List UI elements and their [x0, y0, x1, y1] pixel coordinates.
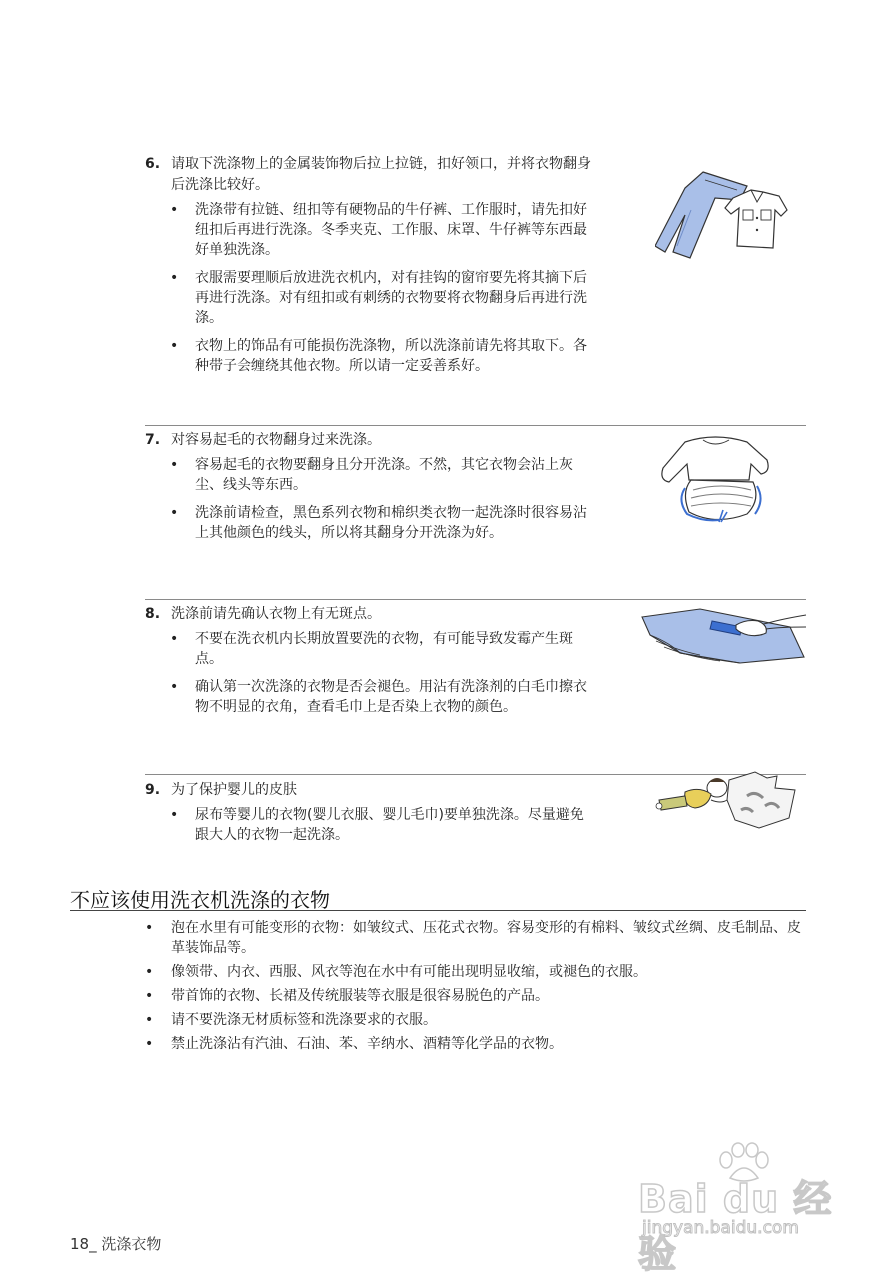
- item-8-number: 8.: [145, 606, 161, 622]
- section-title: 不应该使用洗衣机洗涤的衣物: [70, 888, 330, 912]
- baby-with-clothes-illustration: [655, 770, 800, 832]
- divider-1: [145, 425, 806, 426]
- section-bullets: [145, 918, 810, 1058]
- item-7-text: 对容易起毛的衣物翻身过来洗涤。: [171, 432, 381, 448]
- hand-brushing-cloth-illustration: [640, 605, 808, 667]
- section-bullet-2: • 像领带、内衣、西服、风衣等泡在水中有可能出现明显收缩，或褪色的衣服。: [145, 962, 810, 982]
- item-6-bullets: [170, 200, 590, 376]
- item-8-bullet-2: • 确认第一次洗涤的衣物是否会褪色。用沾有洗涤剂的白毛巾擦衣物不明显的衣角，查看毛巾上是否染上衣物的颜色。: [170, 677, 590, 717]
- inside-out-sweater-illustration: [655, 430, 775, 530]
- item-9-bullet-1: • 尿布等婴儿的衣物(婴儿衣服、婴儿毛巾)要单独洗涤。尽量避免跟大人的衣物一起洗涤。: [170, 805, 590, 845]
- baidu-watermark: [630, 1140, 850, 1276]
- item-8-text: 洗涤前请先确认衣物上有无斑点。: [171, 606, 381, 622]
- item-7-bullet-2: • 洗涤前请检查，黑色系列衣物和棉织类衣物一起洗涤时很容易沾上其他颜色的线头，所以将其翻身分开洗涤为好。: [170, 503, 590, 543]
- section-bullet-4: • 请不要洗涤无材质标签和洗涤要求的衣服。: [145, 1010, 810, 1030]
- section-bullet-5: • 禁止洗涤沾有汽油、石油、苯、辛纳水、酒精等化学品的衣物。: [145, 1034, 810, 1054]
- page-footer: 18_ 洗涤衣物: [70, 1235, 162, 1253]
- item-9-text: 为了保护婴儿的皮肤: [171, 782, 297, 798]
- section-title-rule: [70, 910, 806, 911]
- section-bullet-3: • 带首饰的衣物、长裙及传统服装等衣服是很容易脱色的产品。: [145, 986, 810, 1006]
- item-9-bullets: [170, 805, 590, 845]
- section-bullet-1: • 泡在水里有可能变形的衣物：如皱纹式、压花式衣物。容易变形的有棉料、皱纹式丝绸、皮毛制品、皮革装饰品等。: [145, 918, 810, 958]
- item-8-bullet-1: • 不要在洗衣机内长期放置要洗的衣物，有可能导致发霉产生斑点。: [170, 629, 590, 669]
- watermark-brand: Bai du 经验: [638, 1177, 833, 1276]
- item-7-bullet-1: • 容易起毛的衣物要翻身且分开洗涤。不然，其它衣物会沾上灰尘、线头等东西。: [170, 455, 590, 495]
- item-6-bullet-3: • 衣物上的饰品有可能损伤洗涤物，所以洗涤前请先将其取下。各种带子会缠绕其他衣物。所以请一定妥善系好。: [170, 336, 590, 376]
- watermark-url: jingyan.baidu.com: [642, 1218, 799, 1238]
- item-6-number: 6.: [145, 156, 161, 172]
- jeans-and-shirt-illustration: [655, 160, 795, 265]
- divider-2: [145, 599, 806, 600]
- item-7-number: 7.: [145, 432, 161, 448]
- item-8-bullets: [170, 629, 590, 717]
- item-7-bullets: [170, 455, 590, 543]
- item-6-text: 请取下洗涤物上的金属装饰物后拉上拉链，扣好领口，并将衣物翻身后洗涤比较好。: [171, 156, 591, 193]
- item-9-number: 9.: [145, 782, 161, 798]
- item-6-bullet-1: • 洗涤带有拉链、纽扣等有硬物品的牛仔裤、工作服时，请先扣好纽扣后再进行洗涤。冬季夹克、工作服、床罩、牛仔裤等东西最好单独洗涤。: [170, 200, 590, 260]
- item-6-bullet-2: • 衣服需要理顺后放进洗衣机内，对有挂钩的窗帘要先将其摘下后再进行洗涤。对有纽扣或有刺绣的衣物要将衣物翻身后再进行洗涤。: [170, 268, 590, 328]
